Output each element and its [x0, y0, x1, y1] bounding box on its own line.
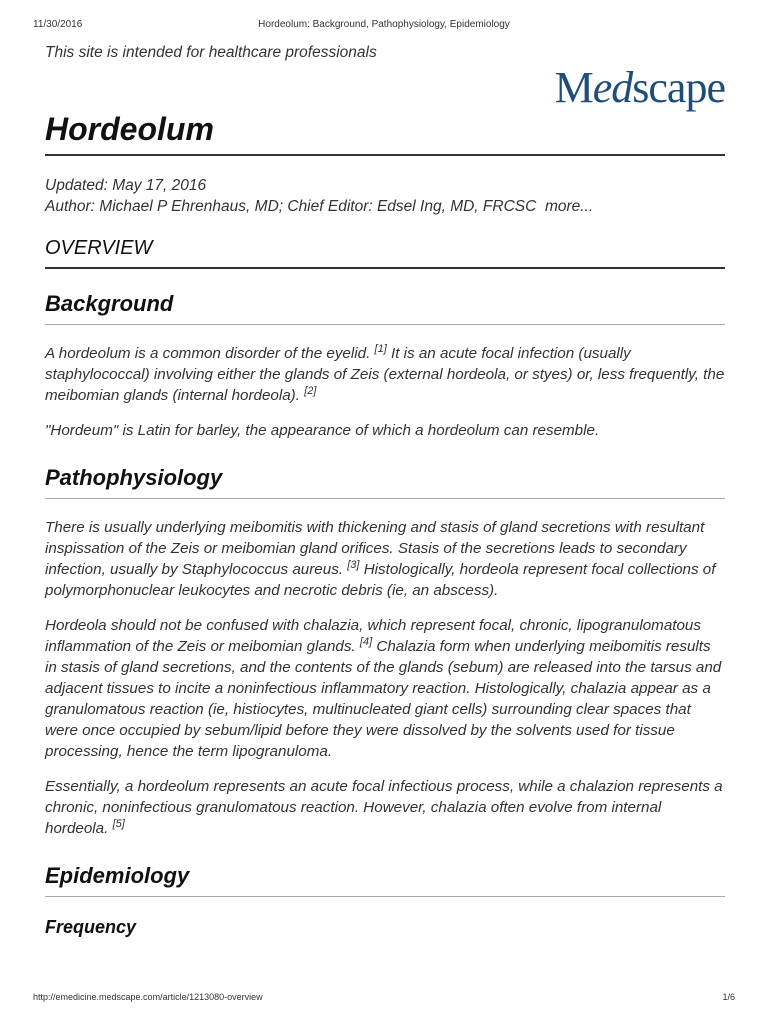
updated-date: Updated: May 17, 2016 [45, 177, 207, 194]
print-page-title: Hordeolum: Background, Pathophysiology, Epidemiology [258, 19, 510, 30]
logo-m: M [554, 63, 593, 112]
pathophysiology-paragraph-2 [45, 615, 725, 762]
article-meta [45, 175, 725, 217]
page-url[interactable]: http://emedicine.medscape.com/article/1213080-overview [33, 992, 263, 1002]
print-footer [33, 992, 735, 1006]
background-paragraph-2: "Hordeum" is Latin for barley, the appearance of which a hordeolum can resemble. [45, 422, 600, 439]
medscape-logo[interactable] [555, 62, 725, 113]
overview-section-label: OVERVIEW [45, 237, 725, 269]
article-title: Hordeolum [45, 111, 725, 156]
reference-link-4[interactable]: [4] [359, 636, 373, 648]
pathophysiology-heading: Pathophysiology [45, 465, 725, 499]
pathophysiology-paragraph-1 [45, 517, 725, 601]
reference-link-2[interactable]: [2] [304, 385, 317, 397]
text-span: It is an acute focal infection (usually staphylococcal) involving either the glands of Zeis (external hordeola, or styes) or, less frequently, the meibomian glands (internal hordeola). [45, 345, 725, 404]
frequency-heading: Frequency [45, 917, 137, 937]
professional-notice: This site is intended for healthcare professionals [45, 44, 377, 61]
background-paragraph-1 [45, 343, 725, 406]
author-line [45, 196, 725, 217]
text-span: Histologically, hordeola represent focal collections of polymorphonuclear leukocytes and necrotic debris (ie, an abscess). [45, 561, 716, 599]
text-span: Hordeola should not be confused with chalazia, which represent focal, chronic, lipogranulomatous inflammation of the Zeis or meibomian glands. [45, 617, 701, 655]
epidemiology-heading: Epidemiology [45, 863, 725, 897]
article-content [45, 44, 725, 938]
more-link[interactable]: more... [544, 198, 594, 215]
text-span: Chalazia form when underlying meibomitis results in stasis of gland secretions, and the contents of the glands (sebum) are released into the tarsus and adjacent tissues to incite a noninfectious inflammatory reaction. Histologically, chalazia appear as a granulomatous reaction (ie, histiocytes, multinucleated giant cells) surrounding clear spaces that were once occupied by sebum/lipid before they were dissolved by the solvents used for tissue processing, hence the term lipogranuloma. [45, 638, 722, 760]
background-heading: Background [45, 291, 725, 325]
text-span: A hordeolum is a common disorder of the eyelid. [45, 345, 371, 362]
text-span: There is usually underlying meibomitis with thickening and stasis of gland secretions with resultant inspissation of the Zeis or meibomian gland orifices. Stasis of the secretions leads to secondary infection, usually by Staphylococcus aureus. [45, 519, 705, 578]
logo-scape: scape [632, 63, 725, 112]
page-number: 1/6 [722, 992, 735, 1002]
text-span: Essentially, a hordeolum represents an acute focal infectious process, while a chalazion represents a chronic, noninfectious granulomatous reaction. However, chalazia often evolve from internal hordeola. [45, 778, 723, 837]
logo-ed: ed [592, 63, 633, 112]
author-text: Author: Michael P Ehrenhaus, MD; Chief Editor: Edsel Ing, MD, FRCSC [45, 198, 537, 215]
print-date: 11/30/2016 [33, 19, 83, 30]
reference-link-1[interactable]: [1] [374, 343, 387, 355]
reference-link-3[interactable]: [3] [347, 559, 360, 571]
pathophysiology-paragraph-3 [45, 776, 725, 839]
reference-link-5[interactable]: [5] [112, 818, 125, 830]
print-header [33, 19, 735, 33]
